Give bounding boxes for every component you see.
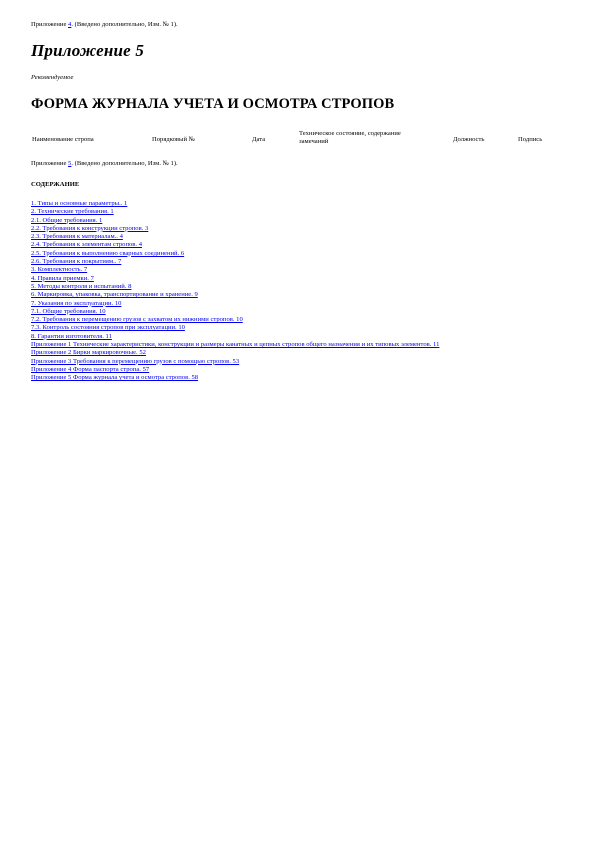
toc-link[interactable]: 2.6. Требования к покрытиям.. 7 <box>31 258 122 266</box>
toc-link[interactable]: 2.3. Требования к материалам.. 4 <box>31 233 123 241</box>
note-suffix: . (Введено дополнительно, Изм. № 1). <box>71 21 178 28</box>
toc-link[interactable]: 1. Типы и основные параметры.. 1 <box>31 200 128 207</box>
appendix-5-link[interactable]: 5 <box>68 160 72 167</box>
toc-link[interactable]: Приложение 2 Бирки маркировочные. 52 <box>31 349 146 357</box>
toc-link[interactable]: 2.1. Общие требования. 1 <box>31 216 103 224</box>
toc-link[interactable]: 7.1. Общие требования. 10 <box>31 307 106 315</box>
journal-table-header <box>31 130 571 150</box>
column-header: Порядковый № <box>152 136 195 143</box>
column-header: Дата <box>252 136 266 143</box>
toc-link[interactable]: 3. Комплектность. 7 <box>31 266 88 274</box>
toc-link[interactable]: 7.2. Требования к перемещению грузов с захватом их нижними стропов. 10 <box>31 316 243 324</box>
amendment-note-top <box>31 21 178 29</box>
toc-link[interactable]: 2.2. Требования к конструкции стропов. 3 <box>31 224 149 232</box>
toc-link[interactable]: Приложение 1 Технические характеристики, конструкции и размеры канатных и цепных стропов общего назначения и их типовых элементов. 11 <box>31 341 440 349</box>
recommended-label: Рекомендуемое <box>31 74 74 81</box>
note-prefix: Приложение <box>31 21 69 28</box>
note-prefix: Приложение <box>31 160 69 167</box>
note-suffix: . (Введено дополнительно, Изм. № 1). <box>71 160 178 167</box>
column-header: Наименование стропа <box>32 136 94 143</box>
toc-link[interactable]: 2. Технические требования. 1 <box>31 208 114 216</box>
toc-link[interactable]: 2.4. Требования к элементам стропов. 4 <box>31 241 143 249</box>
column-header: Техническое состояние, содержание замечаний <box>299 130 401 145</box>
column-header: Подпись <box>518 136 543 143</box>
toc-link[interactable]: 7. Указания по эксплуатации. 10 <box>31 299 122 307</box>
toc-link[interactable]: 4. Правила приемки. 7 <box>31 274 94 282</box>
toc-link[interactable]: 7.3. Контроль состояния стропов при эксплуатации. 10 <box>31 324 185 332</box>
toc-link[interactable]: 5. Методы контроля и испытаний. 8 <box>31 282 132 290</box>
toc-link[interactable]: 2.5. Требования к выполнению сварных соединений. 6 <box>31 249 185 257</box>
toc-link[interactable]: Приложение 5 Форма журнала учета и осмотра стропов. 58 <box>31 374 199 382</box>
column-header: Должность <box>453 136 485 143</box>
appendix-4-link[interactable]: 4 <box>68 21 72 28</box>
toc-heading: СОДЕРЖАНИЕ <box>31 181 80 188</box>
amendment-note-bottom <box>31 160 178 168</box>
toc-link[interactable]: Приложение 4 Форма паспорта стропа. 57 <box>31 365 150 373</box>
table-of-contents <box>31 200 551 383</box>
toc-link[interactable]: Приложение 3 Требования к перемещению грузов с помощью стропов. 53 <box>31 357 240 365</box>
toc-link[interactable]: 6. Маркировка, упаковка, транспортирование и хранение. 9 <box>31 291 198 299</box>
toc-link[interactable]: 8. Гарантии изготовителя. 11 <box>31 332 112 340</box>
form-title: ФОРМА ЖУРНАЛА УЧЕТА И ОСМОТРА СТРОПОВ <box>31 96 395 112</box>
appendix-title: Приложение 5 <box>31 41 145 60</box>
